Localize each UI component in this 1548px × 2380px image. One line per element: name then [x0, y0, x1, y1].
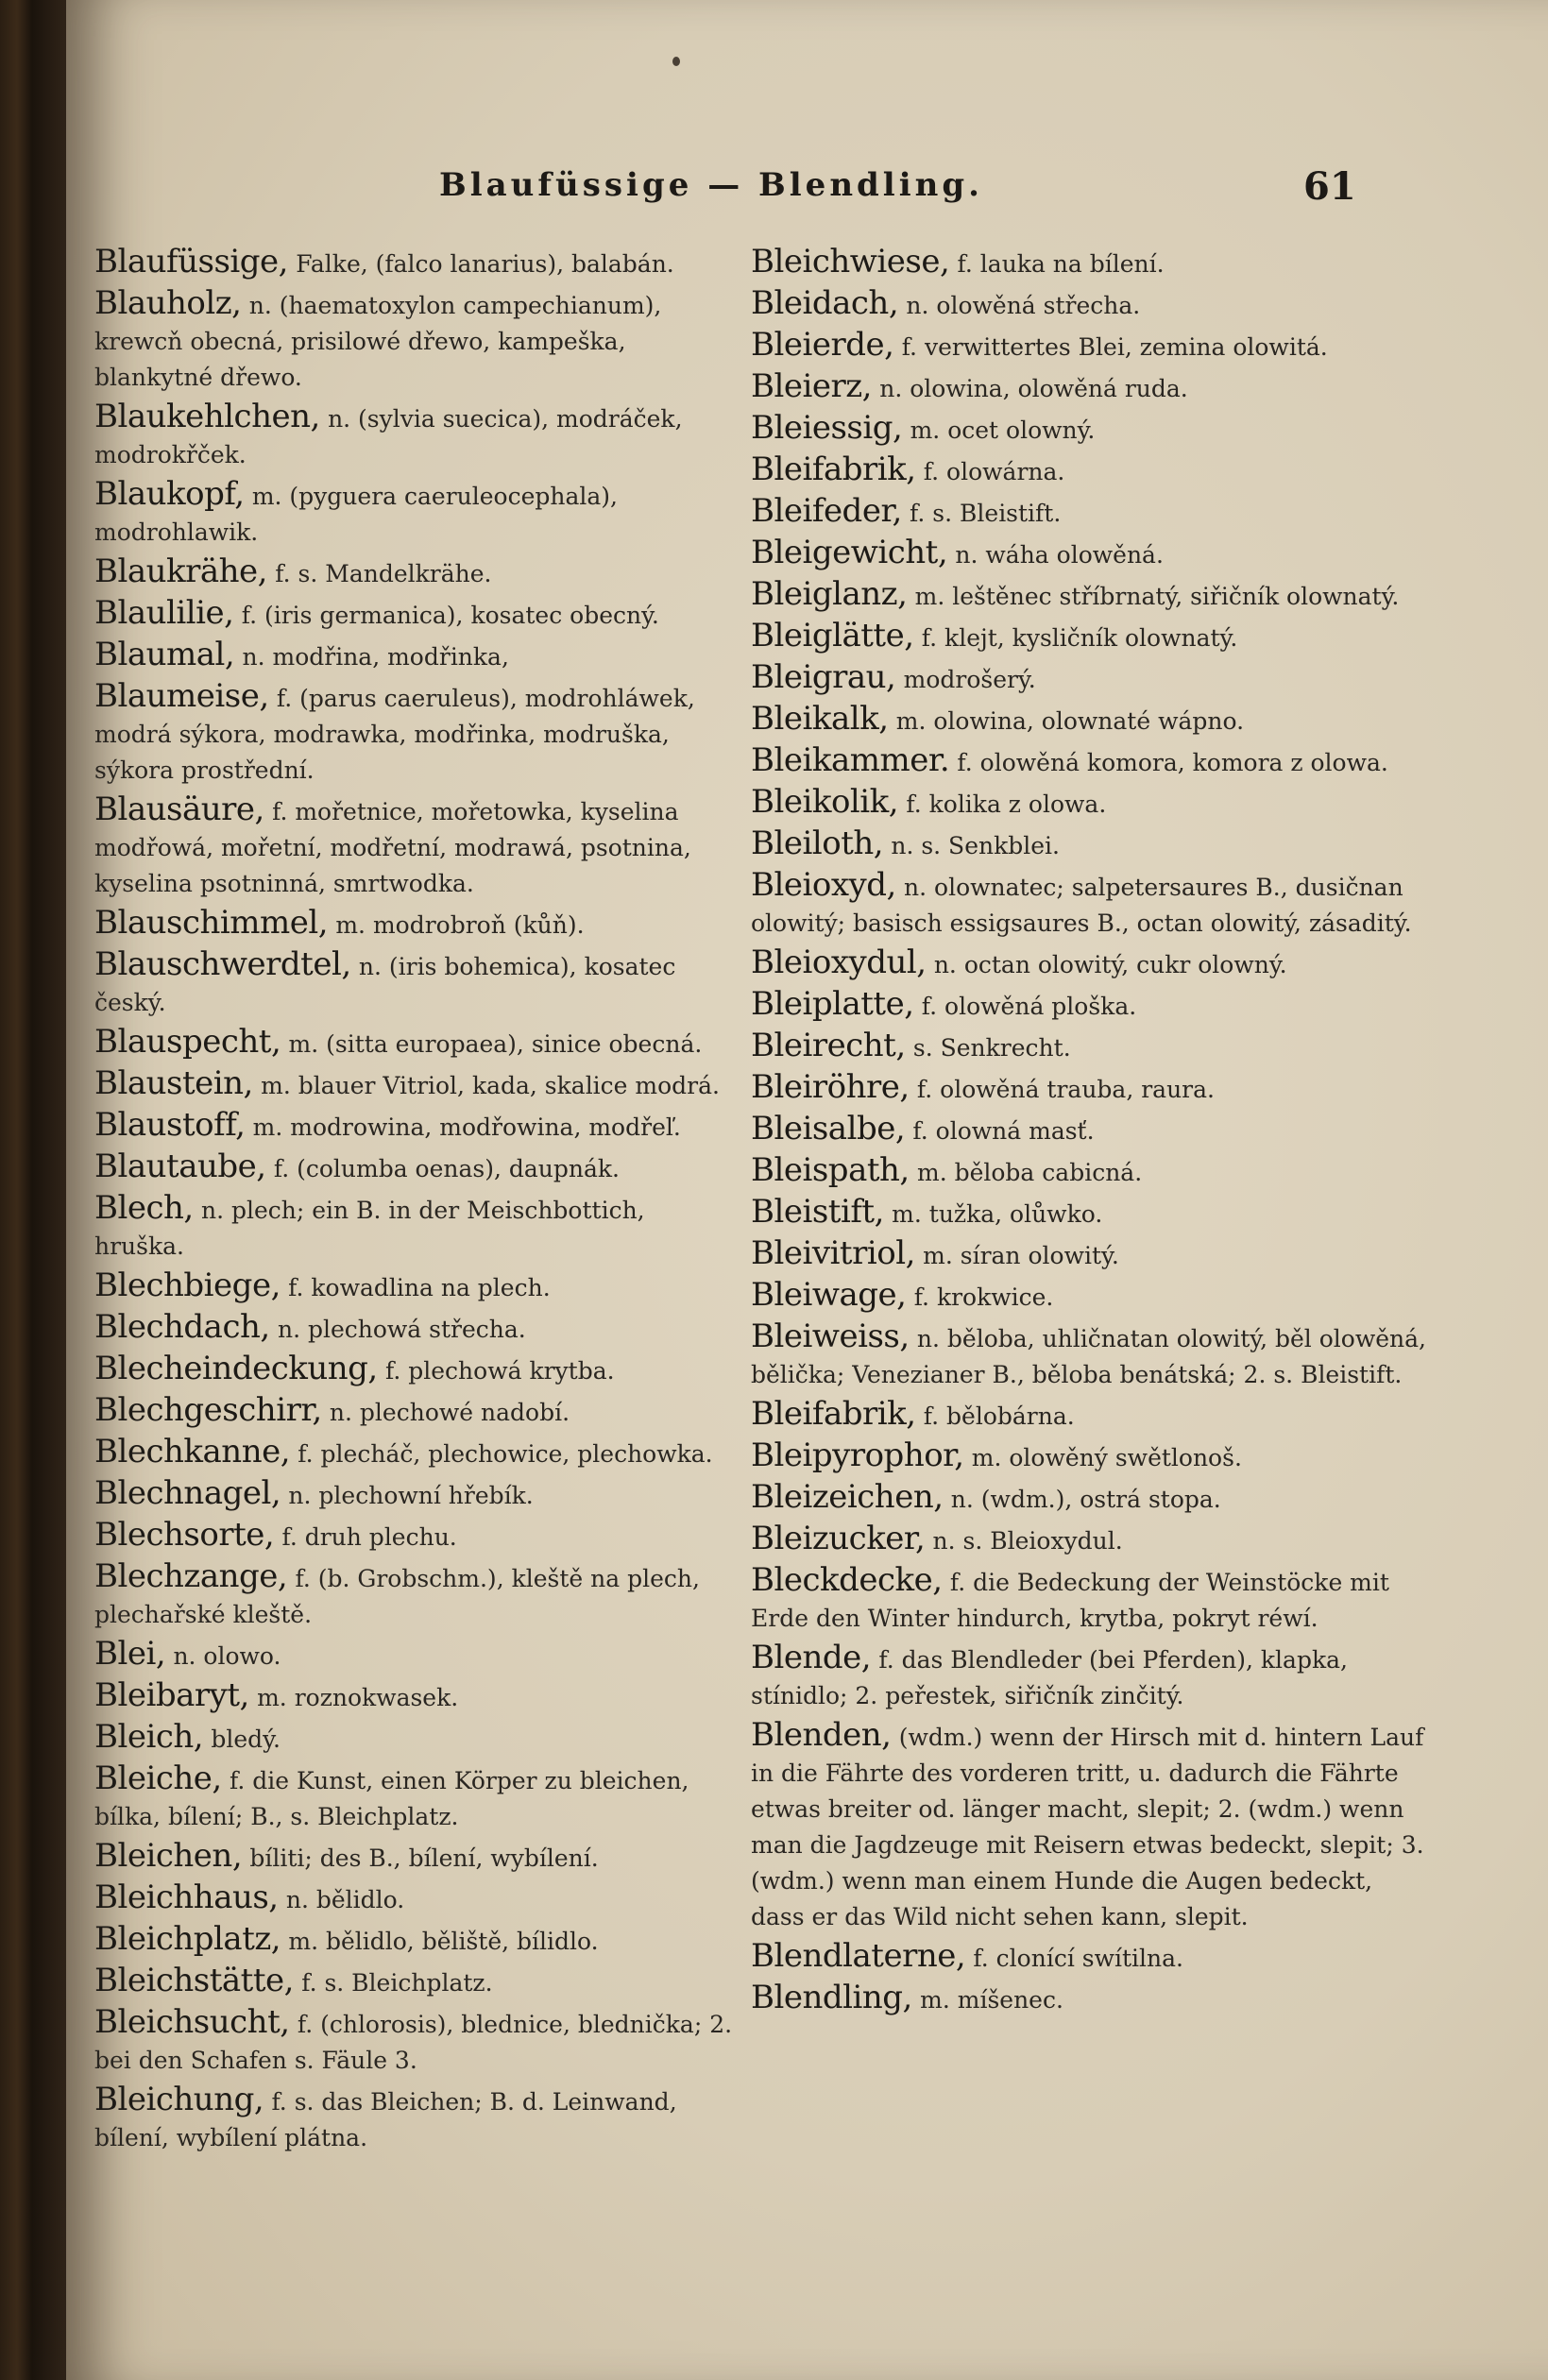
entry-definition: n. s. Bleioxydul. [932, 1527, 1123, 1555]
entry-definition: f. kolika z olowa. [906, 790, 1107, 818]
entry-definition: f. verwittertes Blei, zemina olowitá. [901, 333, 1328, 361]
entry-headword: Bleioxydul, [751, 944, 927, 981]
entry-definition: n. plechowé nadobí. [329, 1399, 570, 1426]
dictionary-entry [94, 1921, 737, 1960]
entry-definition: f. olowná masť. [912, 1117, 1095, 1145]
dictionary-entry [94, 905, 737, 944]
entry-definition: n. olownatec; salpetersaures B., dusičnan olowitý; basisch essigsaures B., octan olowitý, zásaditý. [751, 874, 1412, 937]
dictionary-entry [94, 1267, 737, 1306]
entry-headword: Bleigewicht, [751, 534, 948, 571]
dictionary-entry [94, 1677, 737, 1716]
entry-headword: Bleivitriol, [751, 1234, 915, 1272]
dictionary-entry [751, 1028, 1426, 1066]
dictionary-entry [751, 1938, 1426, 1977]
entry-definition: f. olowěná trauba, raura. [916, 1076, 1215, 1103]
dictionary-entry [94, 678, 737, 789]
dictionary-entry [751, 867, 1426, 942]
dictionary-entry [751, 451, 1426, 490]
dictionary-entry [94, 1309, 737, 1348]
entry-definition: f. mořetnice, mořetowka, kyselina modřowá, mořetní, modřetní, modrawá, psotnina, kyselina psotninná, smrtwodka. [94, 798, 691, 897]
dictionary-entry [751, 1277, 1426, 1316]
entry-headword: Bleichplatz, [94, 1920, 281, 1958]
entry-definition: bíliti; des B., bílení, wybílení. [249, 1844, 599, 1872]
dictionary-entry [751, 1396, 1426, 1435]
entry-definition: m. modrobroň (kůň). [335, 911, 585, 939]
dictionary-entry [94, 476, 737, 551]
entry-headword: Bleipyrophor, [751, 1436, 964, 1474]
dictionary-entry [751, 1235, 1426, 1274]
entry-definition: f. (b. Grobschm.), kleště na plech, plechařské kleště. [94, 1565, 700, 1628]
entry-definition: Falke, (falco lanarius), balabán. [296, 250, 674, 278]
entry-definition: m. běloba cabicná. [916, 1159, 1143, 1186]
entry-definition: n. olowina, olowěná ruda. [879, 375, 1188, 402]
entry-definition: n. wáha olowěná. [955, 541, 1164, 569]
dictionary-entry [94, 285, 737, 396]
entry-definition: n. plechowní hřebík. [288, 1482, 534, 1509]
dictionary-entry [751, 1479, 1426, 1518]
entry-definition: n. plech; ein B. in der Meischbottich, hruška. [94, 1197, 645, 1260]
right-column [751, 244, 1426, 2021]
entry-definition: f. s. Bleistift. [910, 500, 1062, 527]
entry-headword: Bleiessig, [751, 409, 903, 447]
dictionary-entry [751, 1111, 1426, 1149]
entry-headword: Bleirecht, [751, 1027, 906, 1064]
entry-headword: Bleidach, [751, 284, 899, 322]
dictionary-entry [751, 1640, 1426, 1714]
entry-headword: Blaustein, [94, 1064, 253, 1102]
entry-headword: Bleistift, [751, 1193, 884, 1231]
entry-definition: m. (sitta europaea), sinice obecná. [288, 1030, 703, 1058]
dictionary-entry [94, 595, 737, 634]
entry-headword: Bleichsucht, [94, 2003, 290, 2041]
dictionary-entry [751, 825, 1426, 864]
entry-definition: n. s. Senkblei. [891, 832, 1060, 859]
dictionary-entry [94, 553, 737, 592]
entry-definition: f. plechowá krytba. [384, 1357, 615, 1385]
header-title: Blaufüssige — Blendling. [439, 166, 983, 204]
dictionary-entry [751, 410, 1426, 449]
dictionary-entry [94, 244, 737, 282]
dictionary-entry [751, 1152, 1426, 1191]
entry-definition: n. běloba, uhličnatan olowitý, běl olowěná, bělička; Venezianer B., běloba benátská; 2. s. Bleistift. [751, 1325, 1426, 1388]
entry-headword: Blaukopf, [94, 475, 245, 513]
entry-definition: m. ocet olowný. [910, 416, 1096, 444]
entry-headword: Blecheindeckung, [94, 1350, 378, 1387]
dictionary-entry [751, 535, 1426, 573]
entry-definition: n. plechowá střecha. [277, 1316, 526, 1343]
entry-definition: n. (haematoxylon campechianum), krewcň obecná, prisilowé dřewo, kampeška, blankytné dřewo. [94, 292, 662, 391]
entry-headword: Bleichen, [94, 1837, 243, 1875]
dictionary-entry [751, 1069, 1426, 1108]
entry-definition: s. Senkrecht. [912, 1034, 1071, 1062]
entry-headword: Blechnagel, [94, 1474, 281, 1512]
dictionary-entry [94, 1636, 737, 1674]
dictionary-entry [751, 1717, 1426, 1935]
entry-headword: Blende, [751, 1639, 872, 1676]
entry-headword: Bleifabrik, [751, 450, 916, 488]
entry-definition: modrošerý. [903, 666, 1036, 693]
dictionary-entry [751, 1194, 1426, 1232]
entry-headword: Blaukehlchen, [94, 398, 320, 435]
entry-definition: (wdm.) wenn der Hirsch mit d. hintern Lauf in die Fährte des vorderen tritt, u. dadurch die Fährte etwas breiter od. länger macht, slepit; 2. (wdm.) wenn man die Jagdzeuge mit Reisern etwas bedeckt, slepit; 3. (wdm.) wenn man einem Hunde die Augen bedeckt, dass er das Wild nicht sehen kann, slepit. [751, 1724, 1424, 1930]
entry-headword: Bleiröhre, [751, 1068, 910, 1106]
entry-headword: Bleispath, [751, 1151, 910, 1189]
entry-headword: Bleiche, [94, 1760, 222, 1797]
dictionary-entry [751, 784, 1426, 823]
entry-headword: Bleichung, [94, 2081, 264, 2118]
entry-definition: f. olowěná ploška. [921, 993, 1137, 1020]
entry-headword: Blaufüssige, [94, 243, 288, 280]
entry-headword: Blechsorte, [94, 1516, 275, 1554]
dictionary-entry [751, 1437, 1426, 1476]
dictionary-entry [94, 1392, 737, 1431]
entry-definition: n. modřina, modřinka, [242, 643, 509, 671]
entry-headword: Blauschwerdtel, [94, 945, 351, 983]
left-column [94, 244, 737, 2159]
entry-headword: Bleizucker, [751, 1520, 926, 1557]
entry-headword: Bleiweiss, [751, 1318, 910, 1355]
entry-headword: Blech, [94, 1189, 194, 1227]
entry-definition: f. (iris germanica), kosatec obecný. [241, 602, 659, 629]
running-header [0, 166, 1548, 215]
entry-definition: n. bělidlo. [285, 1886, 405, 1913]
dictionary-entry [751, 986, 1426, 1025]
entry-definition: f. bělobárna. [923, 1402, 1075, 1430]
entry-definition: bledý. [211, 1726, 281, 1753]
dictionary-entry [751, 1318, 1426, 1393]
entry-definition: f. clonící swítilna. [973, 1945, 1183, 1972]
entry-headword: Bleifabrik, [751, 1395, 916, 1433]
entry-definition: f. druh plechu. [281, 1523, 457, 1551]
dictionary-entry [751, 285, 1426, 324]
entry-headword: Bleisalbe, [751, 1110, 906, 1148]
entry-definition: n. olowěná střecha. [906, 292, 1141, 319]
entry-headword: Bleichstätte, [94, 1962, 294, 1999]
entry-headword: Blaustoff, [94, 1106, 246, 1144]
entry-headword: Blautaube, [94, 1148, 266, 1185]
entry-headword: Blauspecht, [94, 1023, 281, 1061]
entry-headword: Bleierz, [751, 367, 872, 405]
entry-headword: Blechgeschirr, [94, 1391, 322, 1429]
entry-definition: f. plecháč, plechowice, plechowka. [298, 1440, 713, 1468]
entry-definition: m. bělidlo, běliště, bílidlo. [288, 1928, 599, 1955]
dictionary-entry [751, 701, 1426, 740]
entry-headword: Bleckdecke, [751, 1561, 943, 1599]
dictionary-entry [751, 1521, 1426, 1559]
entry-definition: m. olowěný swětlonoš. [971, 1444, 1242, 1471]
entry-headword: Bleichhaus, [94, 1878, 279, 1916]
entry-definition: m. leštěnec stříbrnatý, siřičník olownatý. [914, 583, 1400, 610]
dictionary-entry [94, 1148, 737, 1187]
dictionary-entry [94, 791, 737, 902]
entry-definition: f. olowárna. [923, 458, 1065, 485]
dictionary-entry [751, 368, 1426, 407]
dictionary-entry [94, 1879, 737, 1918]
dictionary-entry [94, 399, 737, 473]
entry-definition: n. (iris bohemica), kosatec český. [94, 953, 676, 1016]
dictionary-entry [94, 1963, 737, 2001]
entry-headword: Bleikolik, [751, 783, 899, 821]
dictionary-entry [751, 493, 1426, 532]
dictionary-entry [94, 946, 737, 1021]
page-number: 61 [1303, 164, 1356, 209]
dictionary-entry [751, 742, 1426, 781]
entry-headword: Blausäure, [94, 790, 264, 828]
entry-headword: Blendlaterne, [751, 1937, 966, 1975]
entry-headword: Blenden, [751, 1716, 892, 1754]
entry-definition: m. blauer Vitriol, kada, skalice modrá. [261, 1072, 720, 1099]
entry-definition: f. krokwice. [913, 1284, 1054, 1311]
dictionary-entry [94, 1190, 737, 1265]
entry-definition: f. s. Bleichplatz. [301, 1969, 493, 1997]
dictionary-entry [94, 2082, 737, 2156]
entry-definition: f. lauka na bílení. [957, 250, 1165, 278]
entry-headword: Bleibaryt, [94, 1676, 249, 1714]
dictionary-entry [94, 637, 737, 675]
entry-definition: f. (columba oenas), daupnák. [273, 1155, 620, 1182]
entry-headword: Blaumal, [94, 636, 235, 673]
entry-definition: f. olowěná komora, komora z olowa. [957, 749, 1388, 776]
entry-definition: n. olowo. [173, 1642, 281, 1670]
dictionary-entry [94, 1107, 737, 1146]
entry-headword: Blechbiege, [94, 1266, 281, 1304]
entry-headword: Bleiwage, [751, 1276, 907, 1314]
entry-definition: m. míšenec. [920, 1986, 1063, 2014]
entry-headword: Bleich, [94, 1718, 204, 1756]
entry-definition: m. olowina, olownaté wápno. [895, 707, 1245, 735]
entry-definition: m. (pyguera caeruleocephala), modrohlawik. [94, 483, 618, 546]
dictionary-entry [94, 1838, 737, 1877]
entry-definition: m. tužka, olůwko. [892, 1200, 1103, 1228]
entry-definition: f. s. das Bleichen; B. d. Leinwand, bílení, wybílení plátna. [94, 2088, 677, 2151]
entry-headword: Bleigrau, [751, 658, 896, 696]
dictionary-entry [94, 1351, 737, 1389]
entry-definition: n. (sylvia suecica), modráček, modrokřček. [94, 405, 683, 468]
entry-headword: Bleierde, [751, 326, 894, 364]
entry-headword: Blauholz, [94, 284, 242, 322]
entry-definition: f. (parus caeruleus), modrohláwek, modrá sýkora, modrawka, modřinka, modruška, sýkora prostřední. [94, 685, 695, 784]
dictionary-entry [751, 1562, 1426, 1637]
entry-definition: f. die Kunst, einen Körper zu bleichen, bílka, bílení; B., s. Bleichplatz. [94, 1767, 689, 1830]
dictionary-entry [94, 1517, 737, 1556]
entry-headword: Bleiglanz, [751, 575, 908, 613]
entry-headword: Bleioxyd, [751, 866, 896, 904]
dictionary-entry [751, 944, 1426, 983]
entry-headword: Blei, [94, 1635, 166, 1673]
dictionary-entry [751, 327, 1426, 366]
dictionary-entry [751, 1980, 1426, 2018]
dictionary-entry [94, 1024, 737, 1062]
entry-headword: Bleifeder, [751, 492, 902, 530]
dictionary-entry [94, 1475, 737, 1514]
entry-headword: Bleiloth, [751, 824, 884, 862]
dictionary-entry [94, 1760, 737, 1835]
entry-headword: Blechzange, [94, 1557, 288, 1595]
entry-definition: f. die Bedeckung der Weinstöcke mit Erde den Winter hindurch, krytba, pokryt réwí. [751, 1569, 1389, 1632]
entry-definition: m. síran olowitý. [923, 1242, 1119, 1269]
entry-definition: m. modrowina, modřowina, modřeľ. [252, 1114, 681, 1141]
entry-definition: m. roznokwasek. [257, 1684, 459, 1711]
ink-spot [672, 57, 680, 66]
entry-headword: Bleiglätte, [751, 617, 914, 654]
dictionary-entry [94, 1719, 737, 1758]
entry-definition: f. klejt, kysličník olownatý. [921, 624, 1238, 652]
dictionary-entry [94, 1558, 737, 1633]
dictionary-entry [94, 1434, 737, 1472]
dictionary-entry [94, 2004, 737, 2079]
dictionary-entry [751, 659, 1426, 698]
entry-definition: f. s. Mandelkrähe. [275, 560, 492, 587]
entry-definition: f. kowadlina na plech. [288, 1274, 551, 1301]
entry-headword: Bleichwiese, [751, 243, 950, 280]
entry-definition: n. octan olowitý, cukr olowný. [933, 951, 1287, 978]
entry-headword: Blaulilie, [94, 594, 234, 632]
entry-headword: Blauschimmel, [94, 904, 329, 942]
dictionary-entry [751, 244, 1426, 282]
dictionary-entry [751, 618, 1426, 656]
entry-definition: f. (chlorosis), blednice, blednička; 2. bei den Schafen s. Fäule 3. [94, 2011, 733, 2074]
entry-headword: Blechdach, [94, 1308, 270, 1346]
entry-headword: Bleizeichen, [751, 1478, 944, 1516]
entry-headword: Bleikammer. [751, 741, 950, 779]
entry-headword: Blaukrähe, [94, 552, 267, 590]
entry-headword: Blendling, [751, 1979, 912, 2016]
entry-headword: Blechkanne, [94, 1433, 291, 1470]
entry-definition: f. das Blendleder (bei Pferden), klapka, stínidlo; 2. peřestek, siřičník zinčitý. [751, 1646, 1348, 1709]
dictionary-entry [751, 576, 1426, 615]
dictionary-entry [94, 1065, 737, 1104]
entry-headword: Bleikalk, [751, 700, 889, 738]
entry-headword: Bleiplatte, [751, 985, 914, 1023]
entry-definition: n. (wdm.), ostrá stopa. [950, 1486, 1221, 1513]
entry-headword: Blaumeise, [94, 677, 269, 715]
